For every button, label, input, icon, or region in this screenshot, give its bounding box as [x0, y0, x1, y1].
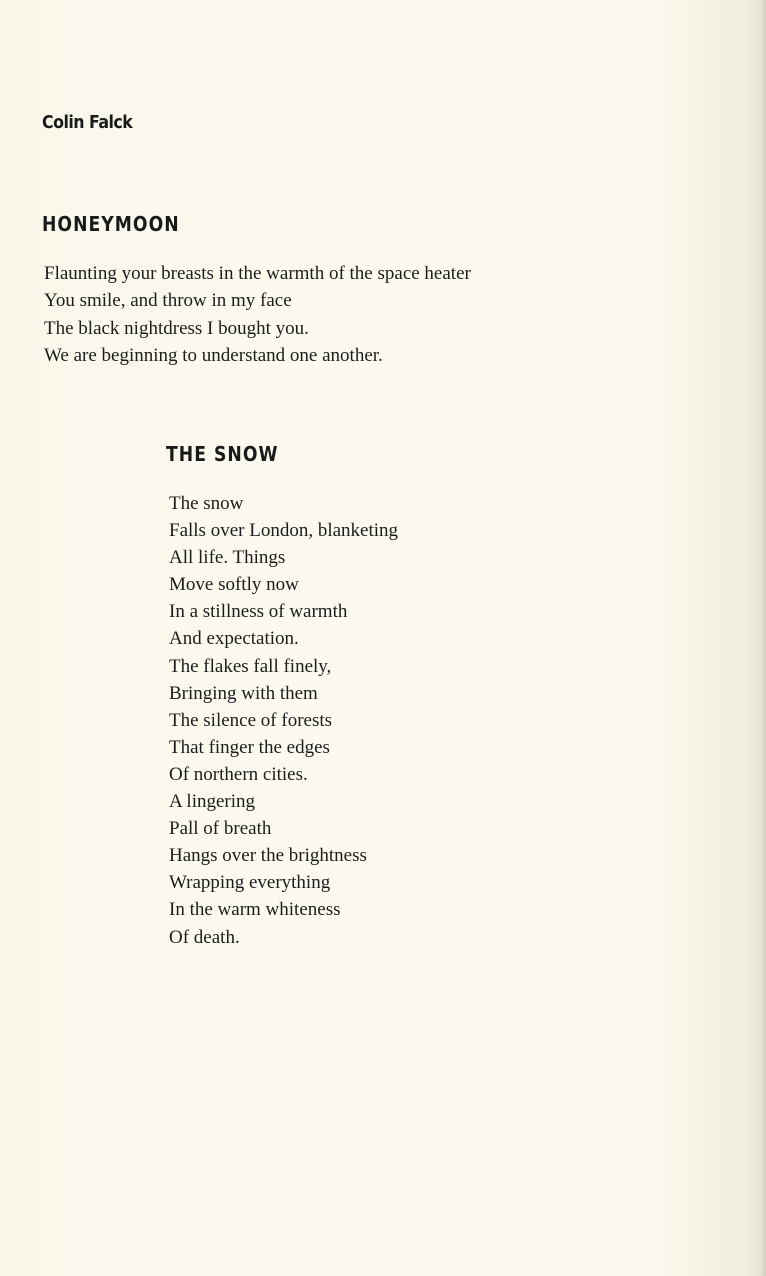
- poem-line: The black nightdress I bought you.: [44, 317, 309, 339]
- poem-line: We are beginning to understand one another.: [44, 344, 383, 366]
- poem-title-the-snow: THE SNOW: [166, 442, 279, 466]
- poem-line: All life. Things: [169, 547, 286, 569]
- poem-line: Falls over London, blanketing: [169, 520, 399, 542]
- poem-line: Move softly now: [169, 574, 299, 596]
- poem-title-honeymoon: HONEYMOON: [42, 212, 180, 236]
- author-name: Colin Falck: [42, 112, 133, 133]
- page-edge-shadow: [760, 0, 766, 1276]
- poem-line: Of death.: [169, 926, 240, 948]
- poem-line: You smile, and throw in my face: [44, 290, 292, 312]
- poem-line: Hangs over the brightness: [169, 845, 367, 867]
- poem-line: And expectation.: [169, 628, 299, 650]
- poem-line: Bringing with them: [169, 682, 318, 704]
- poem-line: Of northern cities.: [169, 763, 308, 785]
- poem-line: The snow: [169, 493, 244, 514]
- poem-line: In a stillness of warmth: [169, 601, 348, 623]
- poem-line: Pall of breath: [169, 818, 272, 840]
- poem-line: Wrapping everything: [169, 872, 331, 894]
- poem-line: That finger the edges: [169, 736, 330, 758]
- poem-line: The flakes fall finely,: [169, 655, 332, 677]
- poem-line: The silence of forests: [169, 709, 333, 731]
- poem-line: In the warm whiteness: [169, 899, 341, 921]
- poem-body-honeymoon: [44, 260, 471, 369]
- poem-body-the-snow: [169, 490, 398, 951]
- poem-line: A lingering: [169, 791, 256, 813]
- poem-line: Flaunting your breasts in the warmth of the space heater: [44, 263, 471, 284]
